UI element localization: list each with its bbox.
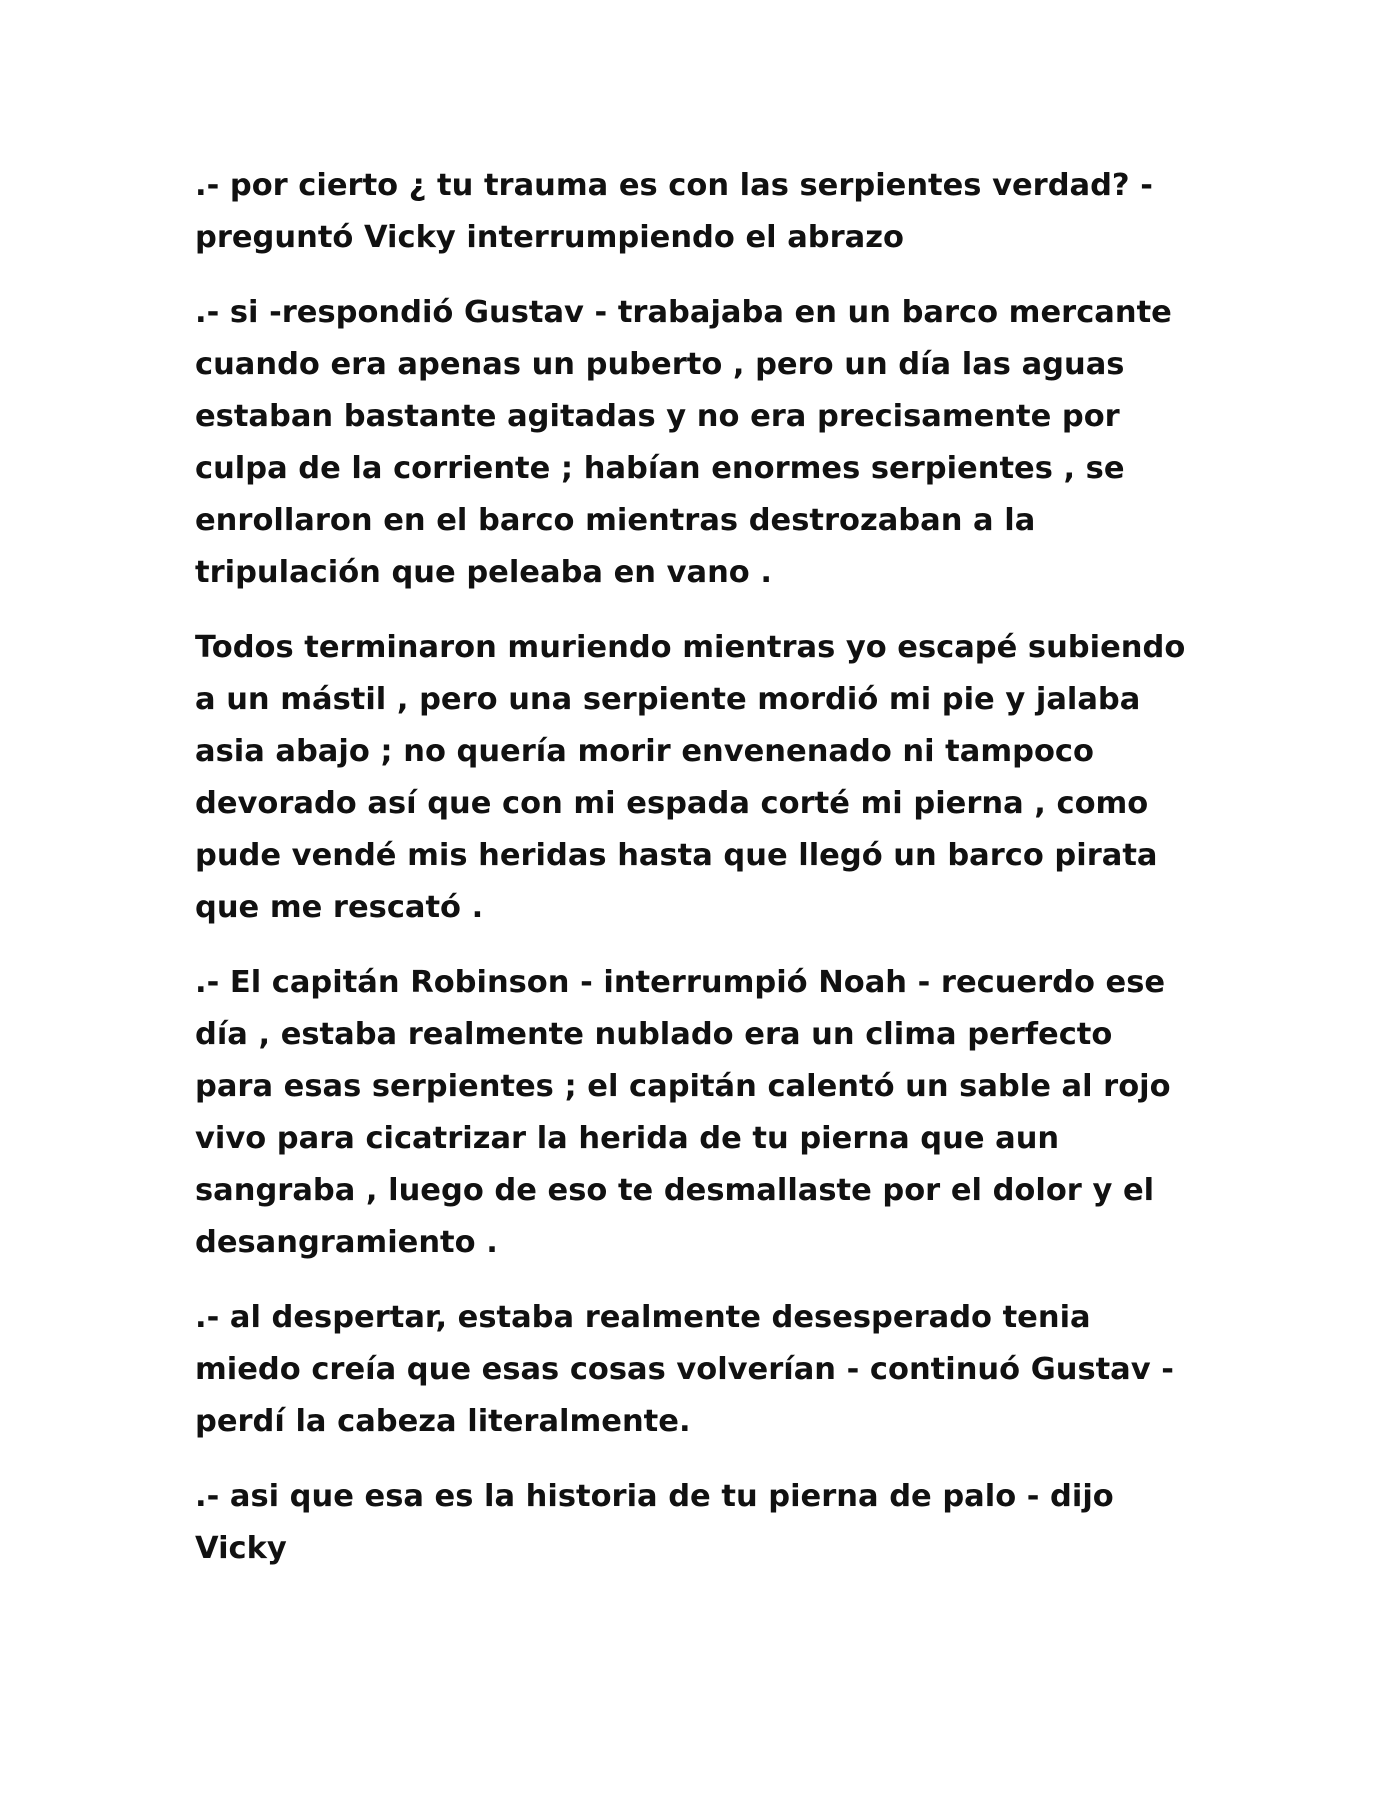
text-line: desangramiento . [195, 1225, 498, 1260]
text-line: que me rescató . [195, 890, 484, 925]
text-line: cuando era apenas un puberto , pero un día las aguas [195, 347, 1125, 382]
text-line: tripulación que peleaba en vano . [195, 555, 772, 590]
text-line: .- por cierto ¿ tu trauma es con las serpientes verdad? - [195, 168, 1153, 203]
text-line: pude vendé mis heridas hasta que llegó un barco pirata [195, 838, 1158, 873]
text-line: devorado así que con mi espada corté mi pierna , como [195, 786, 1149, 821]
document-body [195, 160, 1255, 1598]
text-line: sangraba , luego de eso te desmallaste por el dolor y el [195, 1173, 1155, 1208]
text-line: vivo para cicatrizar la herida de tu pierna que aun [195, 1121, 1060, 1156]
text-line: .- si -respondió Gustav - trabajaba en un barco mercante [195, 295, 1172, 330]
paragraph-5 [195, 1292, 1255, 1448]
text-line: asia abajo ; no quería morir envenenado ni tampoco [195, 734, 1094, 769]
text-line: día , estaba realmente nublado era un clima perfecto [195, 1017, 1113, 1052]
text-line: .- asi que esa es la historia de tu pierna de palo - dijo [195, 1479, 1114, 1514]
text-line: enrollaron en el barco mientras destrozaban a la [195, 503, 1036, 538]
text-line: para esas serpientes ; el capitán calentó un sable al rojo [195, 1069, 1171, 1104]
text-line: perdí la cabeza literalmente. [195, 1404, 691, 1439]
text-line: miedo creía que esas cosas volverían - continuó Gustav - [195, 1352, 1174, 1387]
text-line: preguntó Vicky interrumpiendo el abrazo [195, 220, 904, 255]
paragraph-1 [195, 160, 1255, 264]
paragraph-3 [195, 622, 1255, 934]
text-line: a un mástil , pero una serpiente mordió mi pie y jalaba [195, 682, 1141, 717]
text-line: .- El capitán Robinson - interrumpió Noah - recuerdo ese [195, 965, 1166, 1000]
text-line: culpa de la corriente ; habían enormes serpientes , se [195, 451, 1125, 486]
text-line: Todos terminaron muriendo mientras yo escapé subiendo [195, 630, 1186, 665]
paragraph-4 [195, 957, 1255, 1269]
text-line: .- al despertar, estaba realmente desesperado tenia [195, 1300, 1091, 1335]
text-line: estaban bastante agitadas y no era precisamente por [195, 399, 1120, 434]
paragraph-6 [195, 1471, 1255, 1575]
text-line: Vicky [195, 1531, 287, 1566]
paragraph-2 [195, 287, 1255, 599]
